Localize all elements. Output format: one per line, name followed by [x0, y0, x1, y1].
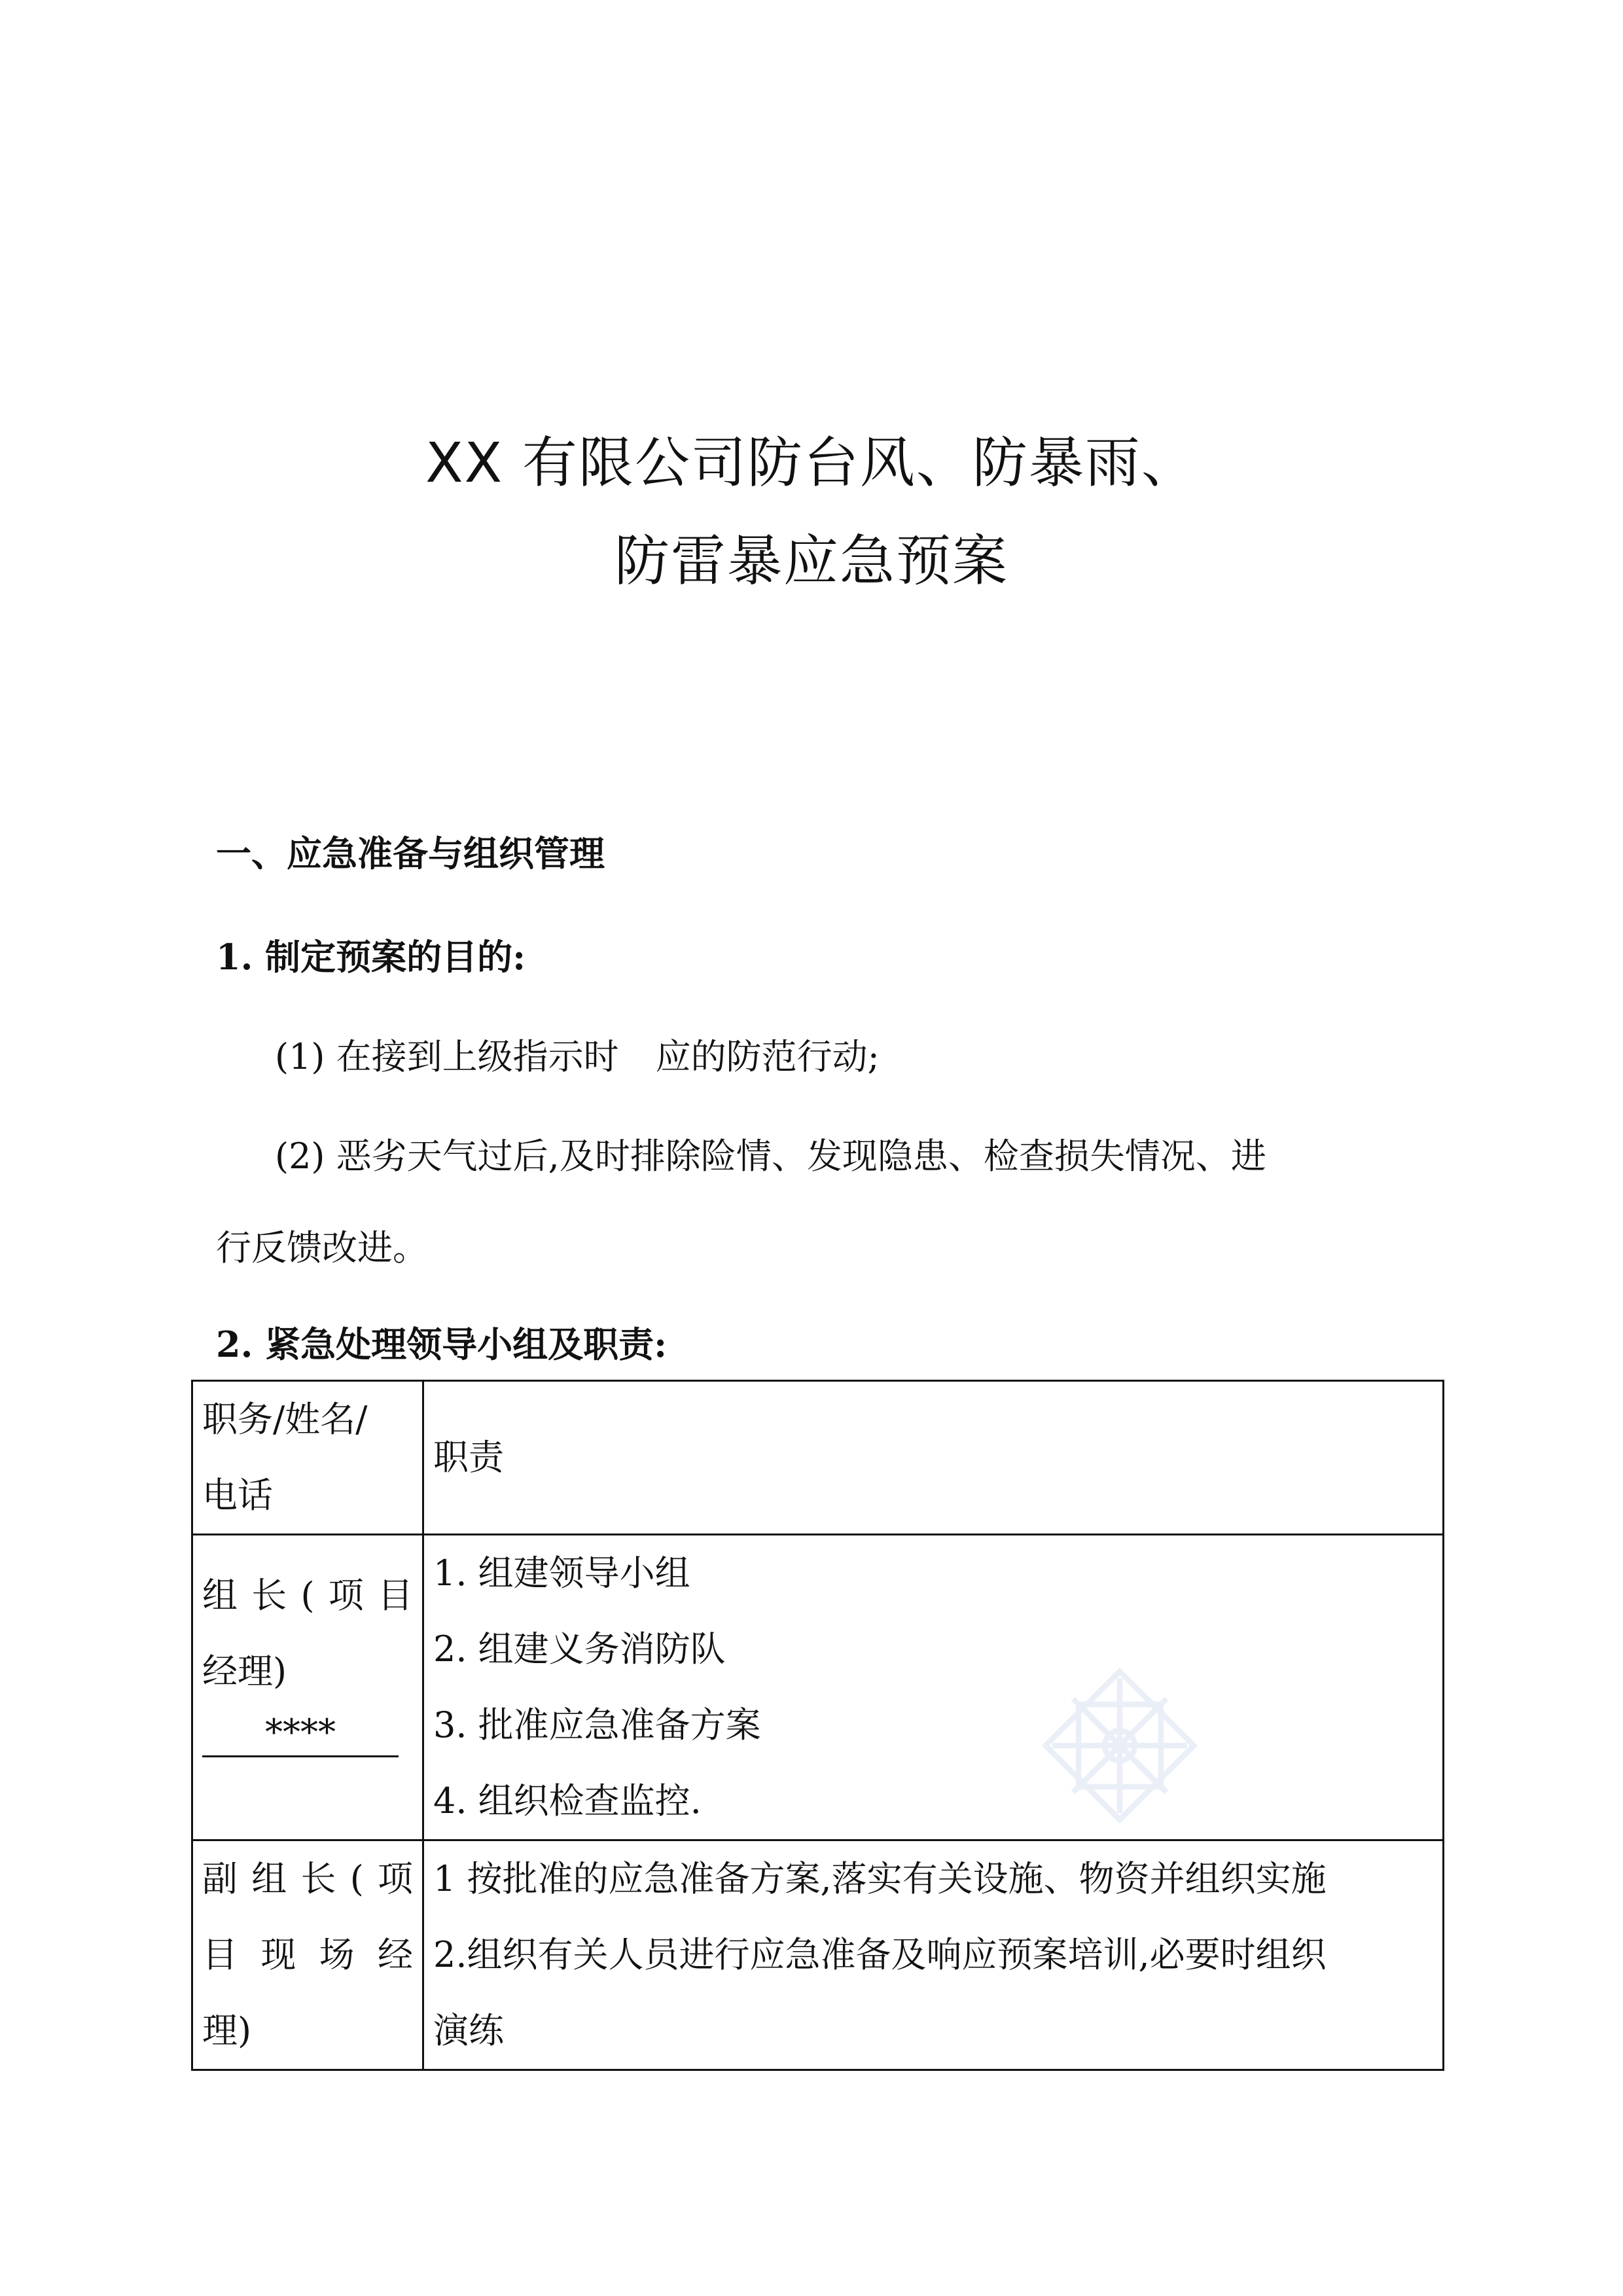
purpose-item-2-line2: 行反馈改进。 — [216, 1227, 428, 1268]
role-leader-line2: 经理) — [202, 1651, 287, 1692]
table-row — [192, 1535, 1444, 1840]
role-cell-leader — [192, 1535, 423, 1840]
table-row — [192, 1840, 1444, 2070]
leader-name-field: **** — [202, 1710, 399, 1757]
duty-item: 演练 — [433, 2010, 504, 2051]
purpose-item-2-line1: (2) 恶劣天气过后,及时排除险情、发现隐患、检查损失情况、进 — [275, 1136, 1266, 1177]
role-cell-deputy — [192, 1840, 423, 2070]
header-role-line1: 职务/姓名/ — [202, 1399, 368, 1440]
role-deputy-line3: 理) — [202, 2010, 252, 2051]
purpose-item-1-part2: 应的防范行动; — [655, 1036, 880, 1077]
responsibility-table — [191, 1380, 1444, 2071]
document-title-line1: XX 有限公司防台风、防暴雨、 — [425, 431, 1198, 495]
section-heading: 一、应急准备与组织管理 — [216, 833, 605, 874]
duty-item: 4. 组织检查监控. — [433, 1780, 702, 1821]
duty-item: 1 按批准的应急准备方案,落实有关设施、物资并组织实施 — [433, 1858, 1327, 1899]
role-deputy-line1: 副组长(项 — [202, 1858, 413, 1899]
snowflake-logo-icon — [1026, 1652, 1213, 1839]
duty-item: 3. 批准应急准备方案 — [433, 1704, 761, 1746]
duties-cell-deputy — [423, 1840, 1444, 2070]
document-title-line2: 防雷暴应急预案 — [614, 529, 1008, 593]
duty-item: 1. 组建领导小组 — [433, 1552, 690, 1594]
header-cell-duties: 职责 — [423, 1381, 1444, 1535]
subsection-heading-team: 2. 紧急处理领导小组及职责: — [216, 1323, 668, 1365]
header-cell-role — [192, 1381, 423, 1535]
purpose-item-1 — [275, 1029, 880, 1079]
role-deputy-line2: 目 现 场 经 — [202, 1934, 413, 1975]
duty-item: 2.组织有关人员进行应急准备及响应预案培训,必要时组织 — [433, 1934, 1327, 1975]
purpose-item-1-part1: (1) 在接到上级指示时 — [275, 1036, 619, 1077]
role-leader-line1: 组长(项目 — [202, 1575, 413, 1616]
table-header-row — [192, 1381, 1444, 1535]
subsection-heading-purpose: 1. 制定预案的目的: — [216, 936, 526, 978]
duties-cell-leader — [423, 1535, 1444, 1840]
duty-item: 2. 组建义务消防队 — [433, 1628, 726, 1670]
header-role-line2: 电话 — [202, 1475, 273, 1516]
